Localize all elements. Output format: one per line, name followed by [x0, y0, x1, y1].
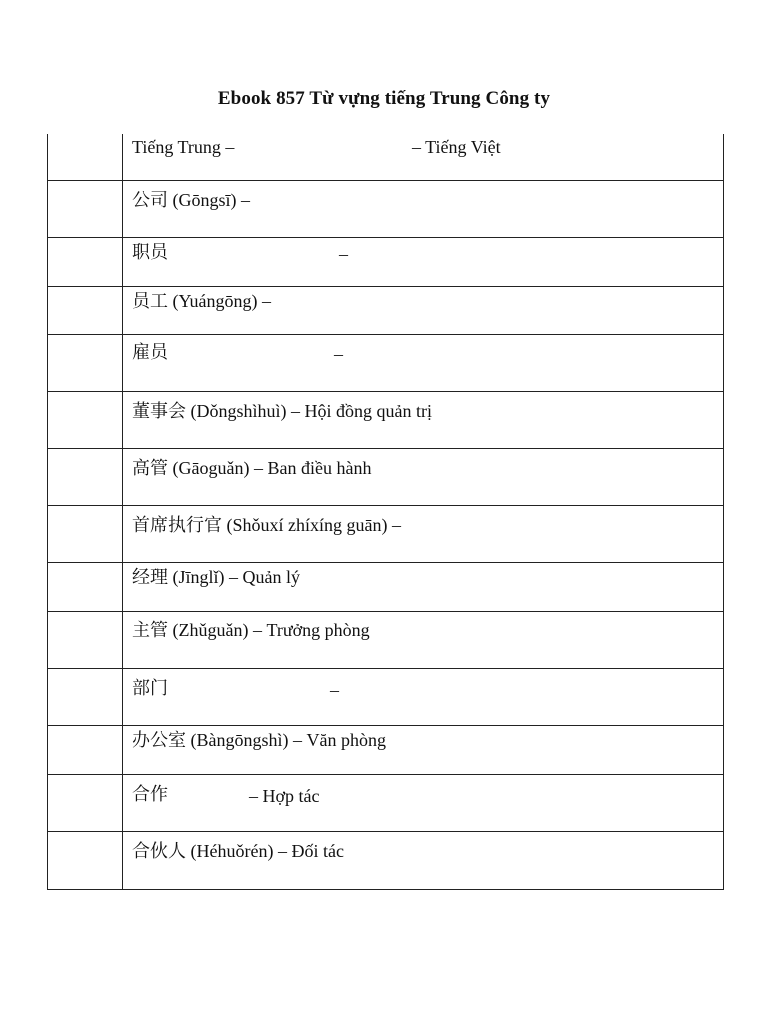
term-translation: – — [339, 244, 348, 264]
table-row — [48, 775, 723, 832]
table-row — [48, 563, 723, 612]
term-translation: – — [334, 344, 343, 364]
term-text: 职员 — [132, 242, 168, 262]
term-cell — [123, 612, 723, 668]
term-text: 合作 — [132, 784, 168, 804]
term-cell — [123, 335, 723, 391]
table-row — [48, 612, 723, 669]
index-cell — [48, 612, 123, 668]
term-text: 部门 — [132, 678, 168, 698]
table-row — [48, 669, 723, 726]
term-translation: – — [330, 680, 339, 700]
term-cell — [123, 287, 723, 334]
term-text: 主管 (Zhǔguǎn) – Trưởng phòng — [132, 620, 370, 640]
term-cell — [123, 726, 723, 774]
index-cell — [48, 775, 123, 831]
term-cell — [123, 832, 723, 889]
term-cell — [123, 238, 723, 286]
term-cell — [123, 563, 723, 611]
index-cell — [48, 449, 123, 505]
term-translation: – Hợp tác — [249, 786, 320, 806]
table-row — [48, 506, 723, 563]
term-cell — [123, 506, 723, 562]
index-cell — [48, 134, 123, 180]
index-cell — [48, 506, 123, 562]
table-row — [48, 238, 723, 287]
term-text: 雇员 — [132, 342, 168, 362]
term-text: 公司 (Gōngsī) – — [132, 190, 250, 210]
table-row — [48, 449, 723, 506]
term-cell — [123, 134, 723, 180]
vocab-table — [47, 134, 724, 890]
term-text: 董事会 (Dǒngshìhuì) – Hội đồng quản trị — [132, 401, 432, 421]
term-text: 合伙人 (Héhuǒrén) – Đối tác — [132, 841, 344, 861]
term-cell — [123, 181, 723, 237]
table-row — [48, 726, 723, 775]
index-cell — [48, 181, 123, 237]
index-cell — [48, 238, 123, 286]
term-cell — [123, 669, 723, 725]
term-text: 办公室 (Bàngōngshì) – Văn phòng — [132, 730, 386, 750]
index-cell — [48, 832, 123, 889]
table-row — [48, 392, 723, 449]
document-title: Ebook 857 Từ vựng tiếng Trung Công ty — [217, 88, 551, 109]
term-text: 经理 (Jīnglǐ) – Quản lý — [132, 567, 300, 587]
table-row — [48, 287, 723, 335]
table-row — [48, 134, 723, 181]
term-text: 高管 (Gāoguǎn) – Ban điều hành — [132, 458, 372, 478]
term-cell — [123, 775, 723, 831]
table-row — [48, 181, 723, 238]
term-text: 员工 (Yuángōng) – — [132, 291, 271, 311]
table-row — [48, 832, 723, 889]
term-text: Tiếng Trung – — [132, 137, 235, 157]
index-cell — [48, 726, 123, 774]
index-cell — [48, 563, 123, 611]
index-cell — [48, 392, 123, 448]
term-text: 首席执行官 (Shǒuxí zhíxíng guān) – — [132, 515, 401, 535]
index-cell — [48, 335, 123, 391]
index-cell — [48, 669, 123, 725]
index-cell — [48, 287, 123, 334]
term-cell — [123, 449, 723, 505]
term-translation: – Tiếng Việt — [412, 137, 501, 157]
table-row — [48, 335, 723, 392]
term-cell — [123, 392, 723, 448]
